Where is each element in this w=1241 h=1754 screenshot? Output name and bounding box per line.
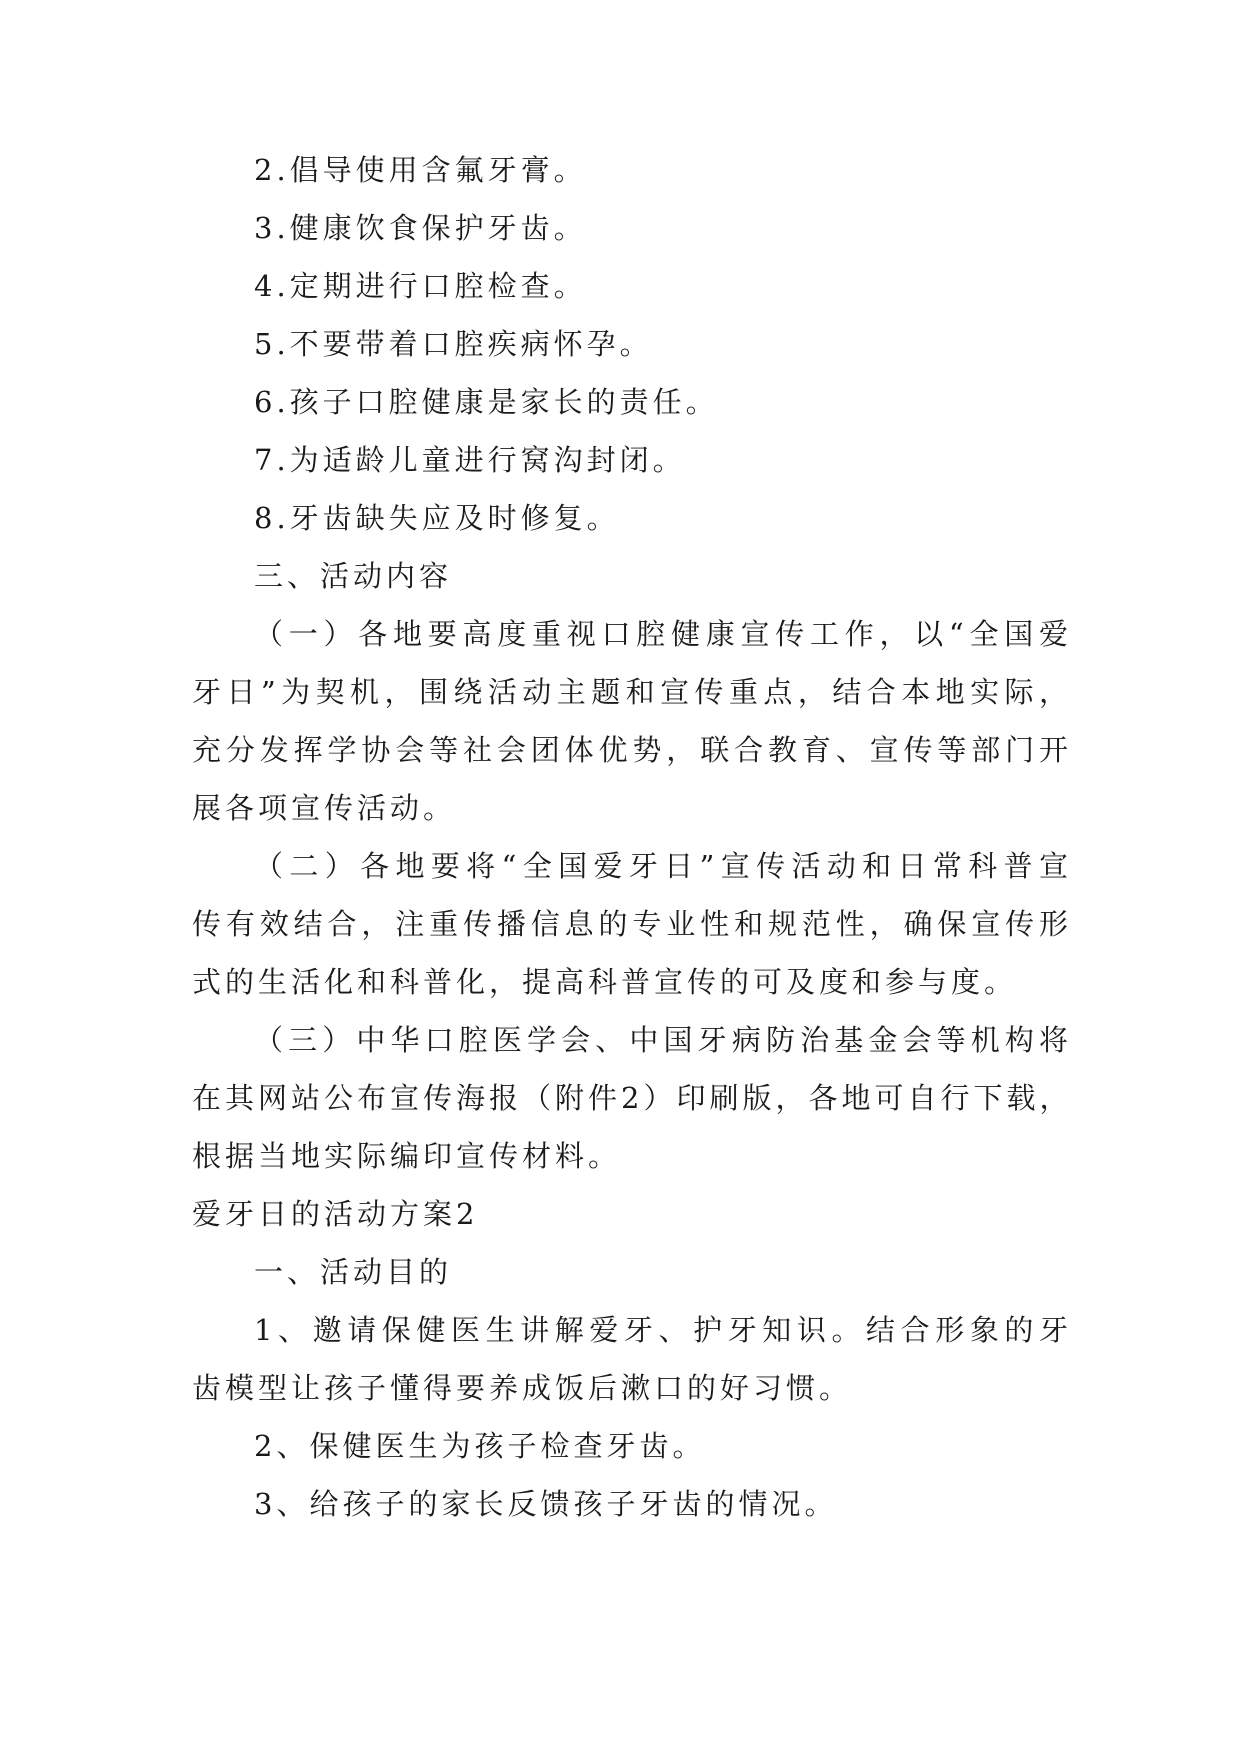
paragraph-line: 式的生活化和科普化，提高科普宣传的可及度和参与度。: [192, 965, 1018, 999]
paragraph-line: （二）各地要将“全国爱牙日”宣传活动和日常科普宣: [254, 849, 1072, 883]
paragraph-line: 根据当地实际编印宣传材料。: [192, 1139, 622, 1173]
paragraph-line: （三）中华口腔医学会、中国牙病防治基金会等机构将: [254, 1023, 1072, 1057]
list-item: 4.定期进行口腔检查。: [254, 269, 587, 303]
list-item: 6.孩子口腔健康是家长的责任。: [254, 385, 719, 419]
list-item: 5.不要带着口腔疾病怀孕。: [254, 327, 653, 361]
plan-title: 爱牙日的活动方案2: [192, 1197, 479, 1231]
list-item: 7.为适龄儿童进行窝沟封闭。: [254, 443, 686, 477]
section-heading: 三、活动内容: [254, 559, 453, 593]
paragraph-line: 牙日”为契机，围绕活动主题和宣传重点，结合本地实际，: [192, 675, 1072, 709]
paragraph-line: 展各项宣传活动。: [192, 791, 457, 825]
section-heading: 一、活动目的: [254, 1255, 453, 1289]
list-item: 2、保健医生为孩子检查牙齿。: [254, 1429, 706, 1463]
list-item: 3、给孩子的家长反馈孩子牙齿的情况。: [254, 1487, 838, 1521]
paragraph-line: 充分发挥学协会等社会团体优势，联合教育、宣传等部门开: [192, 733, 1072, 767]
paragraph-line: （一）各地要高度重视口腔健康宣传工作，以“全国爱: [254, 617, 1072, 651]
list-item: 8.牙齿缺失应及时修复。: [254, 501, 620, 535]
list-item: 3.健康饮食保护牙齿。: [254, 211, 587, 245]
paragraph-line: 齿模型让孩子懂得要养成饭后漱口的好习惯。: [192, 1371, 853, 1405]
list-item: 2.倡导使用含氟牙膏。: [254, 153, 587, 187]
paragraph-line: 在其网站公布宣传海报（附件2）印刷版，各地可自行下载，: [192, 1081, 1073, 1115]
paragraph-line: 传有效结合，注重传播信息的专业性和规范性，确保宣传形: [192, 907, 1072, 941]
paragraph-line: 1、邀请保健医生讲解爱牙、护牙知识。结合形象的牙: [254, 1313, 1072, 1347]
